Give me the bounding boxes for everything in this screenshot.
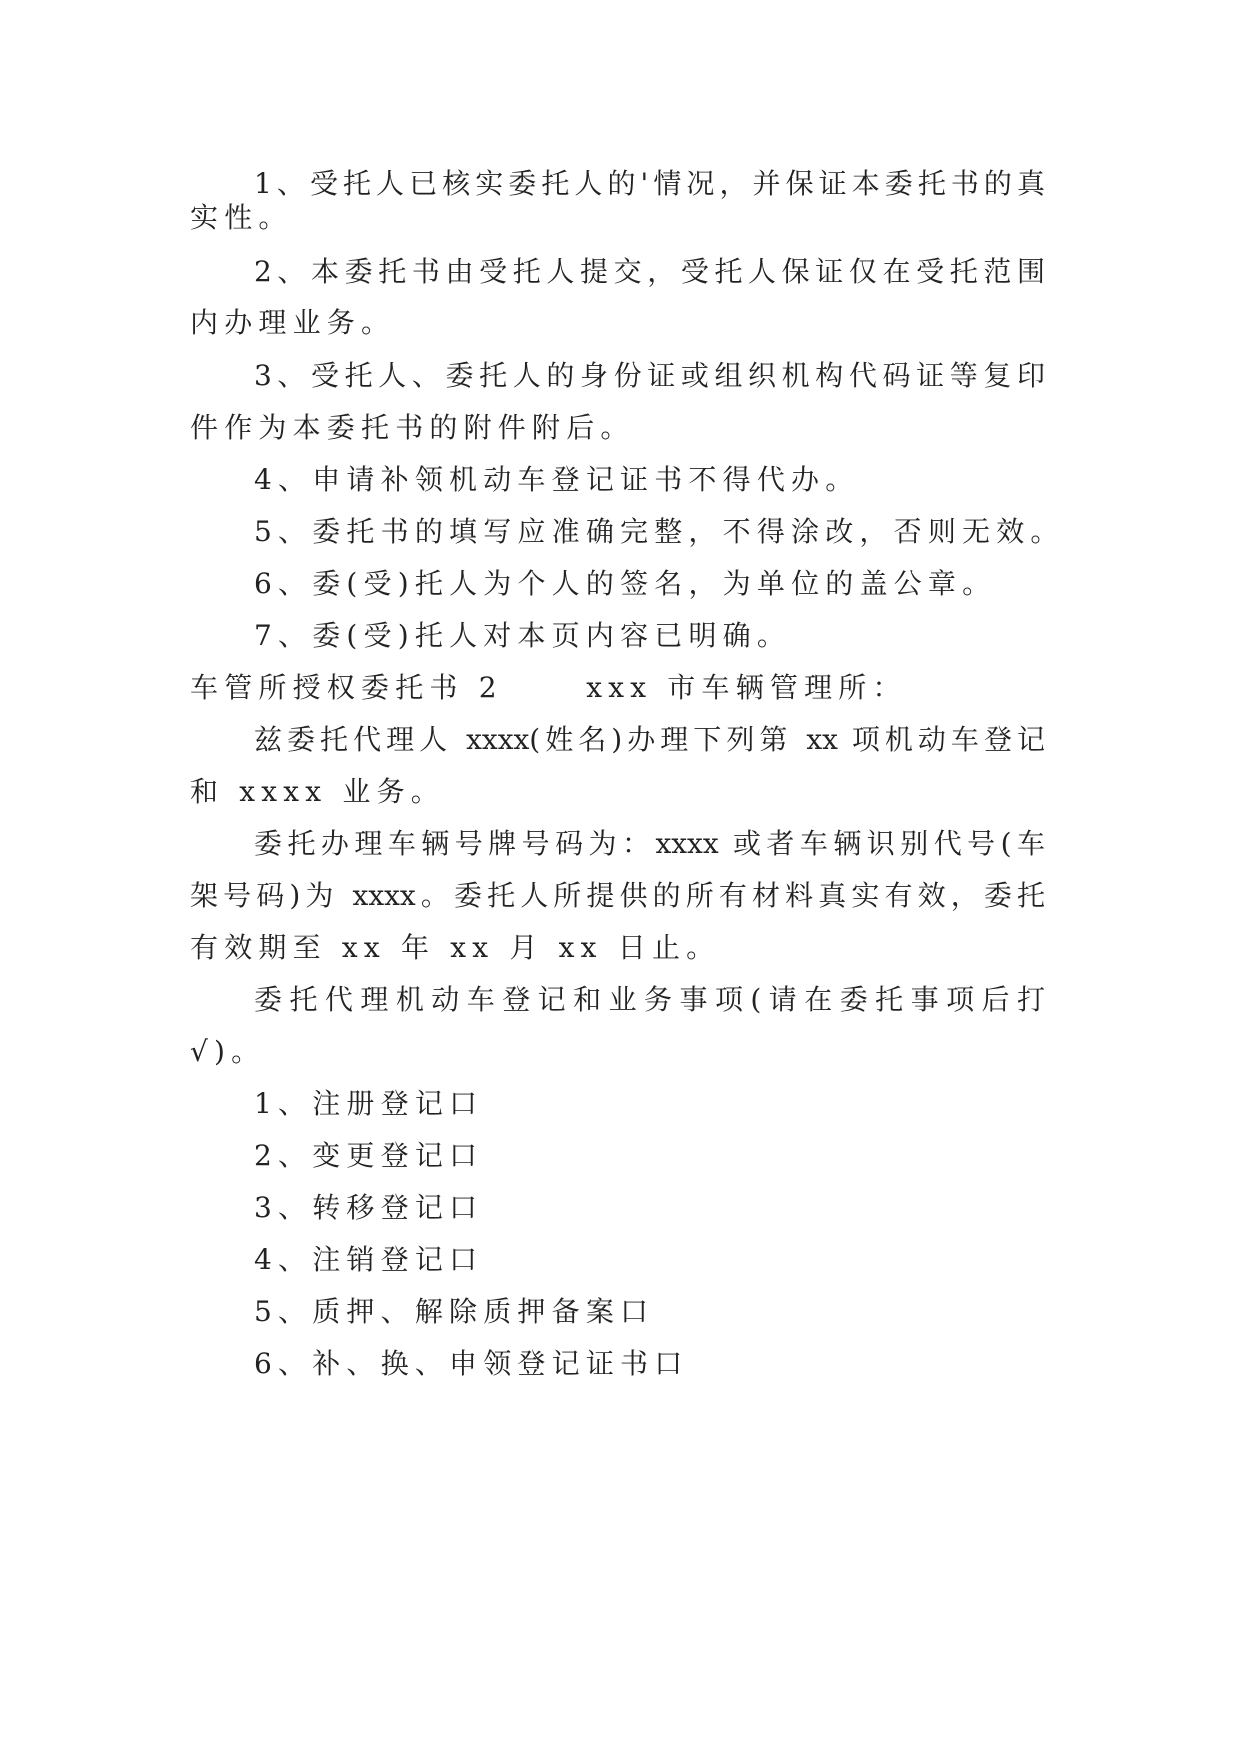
paragraph-line: 4、申请补领机动车登记证书不得代办。 bbox=[254, 463, 860, 496]
list-item: 5、质押、解除质押备案口 bbox=[254, 1295, 655, 1328]
list-item: 1、注册登记口 bbox=[254, 1087, 484, 1120]
section-heading: 车管所授权委托书 2 xxx 市车辆管理所： bbox=[190, 671, 907, 704]
list-item: 2、变更登记口 bbox=[254, 1139, 484, 1172]
paragraph-line: 委托代理机动车登记和业务事项(请在委托事项后打 bbox=[254, 983, 1045, 1016]
paragraph-line: 有效期至 xx 年 xx 月 xx 日止。 bbox=[190, 931, 721, 964]
list-item: 6、补、换、申领登记证书口 bbox=[254, 1347, 689, 1380]
list-item: 3、转移登记口 bbox=[254, 1191, 484, 1224]
paragraph-line: 件作为本委托书的附件附后。 bbox=[190, 411, 635, 444]
paragraph-line: 7、委(受)托人对本页内容已明确。 bbox=[254, 619, 792, 652]
paragraph-line: 1、受托人已核实委托人的'情况，并保证本委托书的真 bbox=[254, 167, 1045, 200]
list-item: 4、注销登记口 bbox=[254, 1243, 484, 1276]
paragraph-line: 架号码)为 xxxx。委托人所提供的所有材料真实有效，委托 bbox=[190, 879, 1045, 912]
paragraph-line: 和 xxxx 业务。 bbox=[190, 775, 445, 808]
paragraph-line: 委托办理车辆号牌号码为：xxxx 或者车辆识别代号(车 bbox=[254, 827, 1045, 860]
paragraph-line: 2、本委托书由受托人提交，受托人保证仅在受托范围 bbox=[254, 255, 1045, 288]
paragraph-line: 内办理业务。 bbox=[190, 306, 396, 339]
document-page bbox=[190, 0, 1065, 1754]
paragraph-line: 6、委(受)托人为个人的签名，为单位的盖公章。 bbox=[254, 567, 997, 600]
paragraph-line: 3、受托人、委托人的身份证或组织机构代码证等复印 bbox=[254, 359, 1045, 392]
paragraph-line: 实性。 bbox=[190, 201, 293, 234]
paragraph-line: 兹委托代理人 xxxx(姓名)办理下列第 xx 项机动车登记 bbox=[254, 723, 1045, 756]
paragraph-line: √)。 bbox=[190, 1035, 266, 1068]
paragraph-line: 5、委托书的填写应准确完整，不得涂改，否则无效。 bbox=[254, 515, 1065, 548]
